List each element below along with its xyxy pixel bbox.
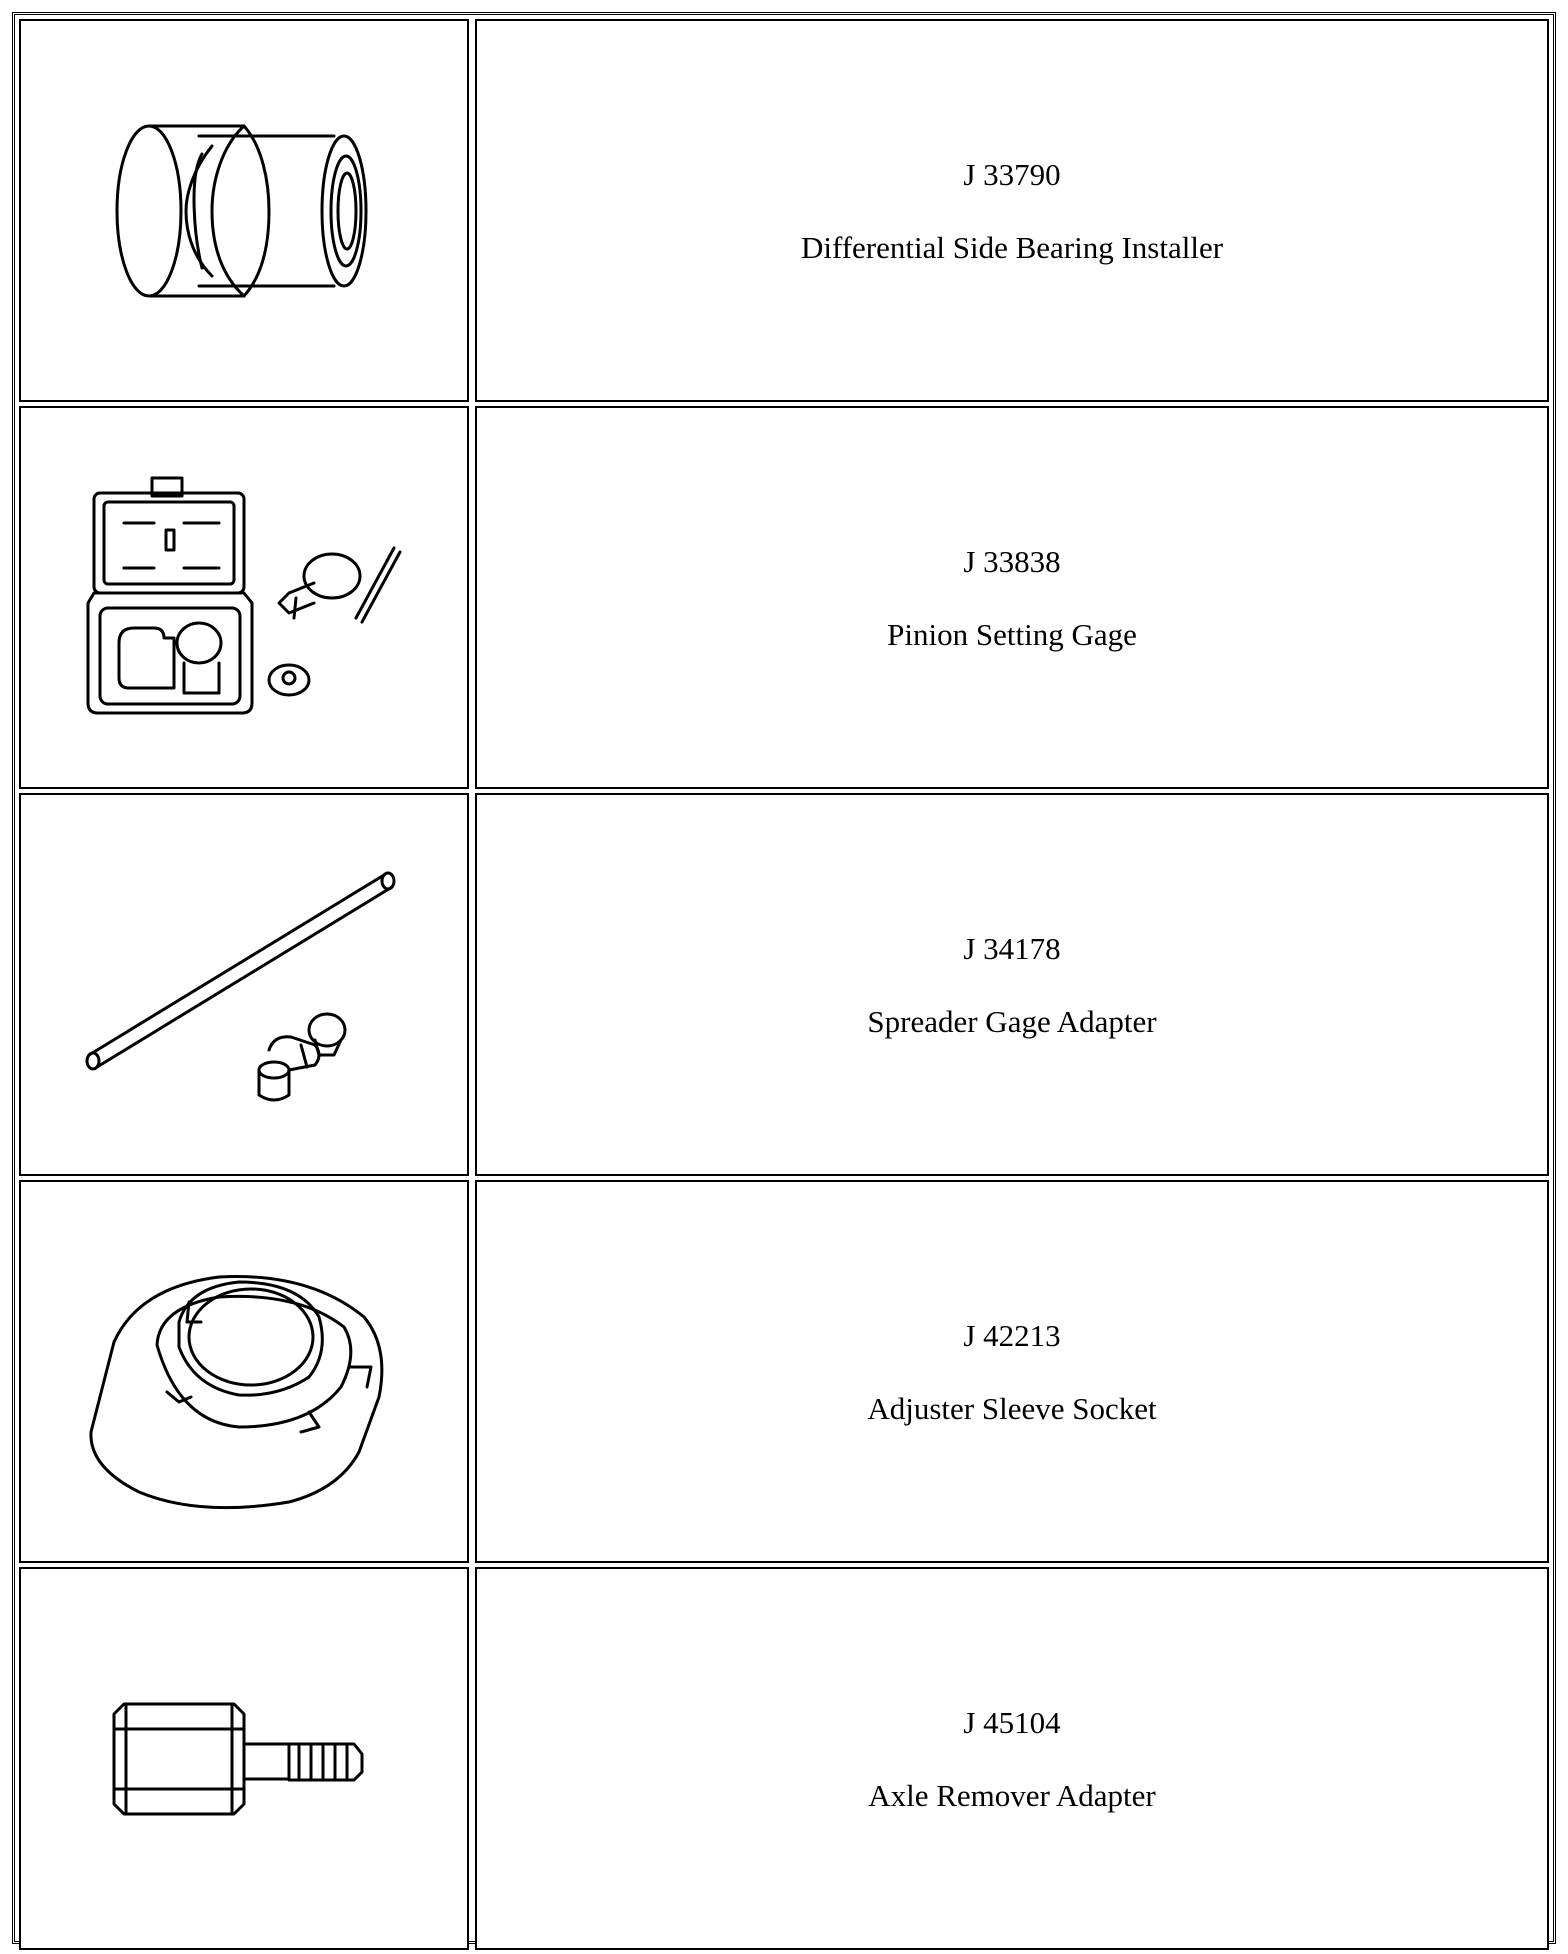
tool-image-cell [19, 406, 469, 789]
tool-image-cell [19, 1567, 469, 1950]
tool-description: Adjuster Sleeve Socket [867, 1390, 1157, 1426]
tool-description: Differential Side Bearing Installer [800, 229, 1224, 265]
tool-info-cell [475, 1180, 1549, 1563]
tool-number: J 33790 [963, 156, 1061, 192]
tool-info-cell [475, 19, 1549, 402]
tool-info-cell [475, 406, 1549, 789]
tool-number: J 45104 [963, 1704, 1061, 1740]
tool-row [19, 19, 1549, 402]
tool-row [19, 406, 1549, 789]
sleeve-socket-icon [79, 1227, 409, 1517]
rod-adapter-icon [79, 855, 409, 1115]
bearing-installer-icon [94, 96, 394, 326]
tool-image-cell [19, 793, 469, 1176]
tool-number: J 34178 [963, 930, 1061, 966]
tool-row [19, 793, 1549, 1176]
tool-number: J 42213 [963, 1317, 1061, 1353]
tool-number: J 33838 [963, 543, 1061, 579]
tool-description: Pinion Setting Gage [887, 616, 1137, 652]
special-tools-table [12, 12, 1556, 1944]
tool-info-cell [475, 1567, 1549, 1950]
gage-kit-icon [74, 468, 414, 728]
tool-row [19, 1567, 1549, 1950]
tool-image-cell [19, 19, 469, 402]
tool-description: Spreader Gage Adapter [867, 1003, 1157, 1039]
hex-adapter-icon [84, 1684, 404, 1834]
tool-image-cell [19, 1180, 469, 1563]
tool-info-cell [475, 793, 1549, 1176]
tool-description: Axle Remover Adapter [868, 1777, 1156, 1813]
tool-row [19, 1180, 1549, 1563]
